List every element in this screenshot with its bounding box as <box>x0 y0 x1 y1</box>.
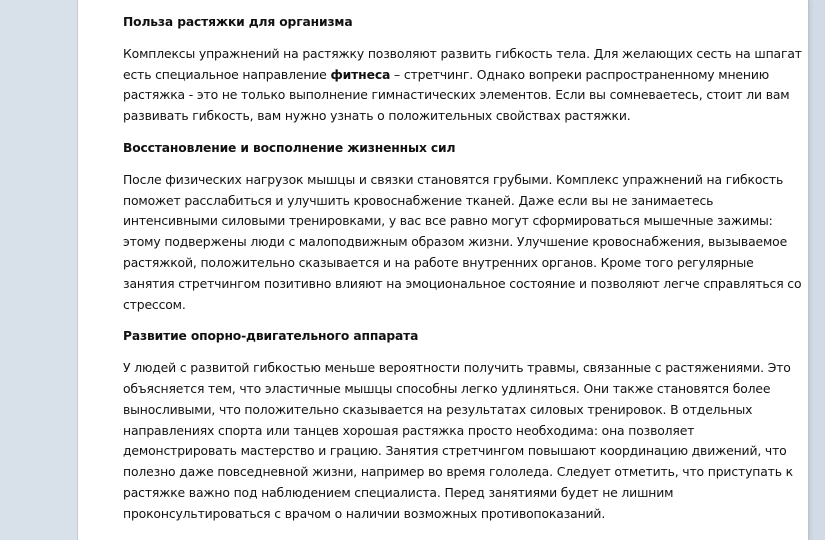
document-page[interactable] <box>78 0 808 540</box>
section-heading-benefits: Польза растяжки для организма <box>123 15 353 29</box>
paragraph-recovery: После физических нагрузок мышцы и связки становятся грубыми. Комплекс упражнений на гибкость поможет расслабиться и улучшить кровоснабжение тканей. Даже если вы не занимаетесь интенсивными силовыми тренировками, у вас все равно могут сформироваться мышечные зажимы: этому подвержены люди с малоподвижным образом жизни. Улучшение кровоснабжения, вызываемое растяжкой, положительно сказывается и на работе внутренних органов. Кроме того регулярные занятия стретчингом позитивно влияют на эмоциональное состояние и позволяют легче справляться со стрессом. <box>123 171 802 312</box>
paragraph-benefits-text-start: Комплексы упражнений на растяжку позволяют развить гибкость тела. Для желающих сесть на шпагат есть специальное направление <box>123 45 802 82</box>
bold-word-fitness: фитнеса <box>330 66 391 82</box>
paragraph-benefits-text-end: – стретчинг. Однако вопреки распространенному мнению растяжка - это не только выполнение гимнастических элементов. Если вы сомневаетесь, стоит ли вам развивать гибкость, вам нужно узнать о положительных свойствах растяжки. <box>123 66 790 124</box>
paragraph-musculoskeletal: У людей с развитой гибкостью меньше вероятности получить травмы, связанные с растяжениями. Это объясняется тем, что эластичные мышцы способны легко удлиняться. Они также становятся более выносливыми, что положительно сказывается на результатах силовых тренировок. В отдельных направлениях спорта или танцев хорошая растяжка просто необходима: она позволяет демонстрировать мастерство и грацию. Занятия стретчингом повышают координацию движений, что полезно даже повседневной жизни, например во время гололеда. Следует отметить, что приступать к растяжке важно под наблюдением специалиста. Перед занятиями будет не лишним проконсультироваться с врачом о наличии возможных противопоказаний. <box>123 360 793 521</box>
section-heading-musculoskeletal: Развитие опорно-двигательного аппарата <box>123 329 419 344</box>
document-body[interactable] <box>123 12 803 525</box>
section-heading-recovery: Восстановление и восполнение жизненных сил <box>123 140 456 155</box>
paragraph-benefits <box>123 44 803 127</box>
